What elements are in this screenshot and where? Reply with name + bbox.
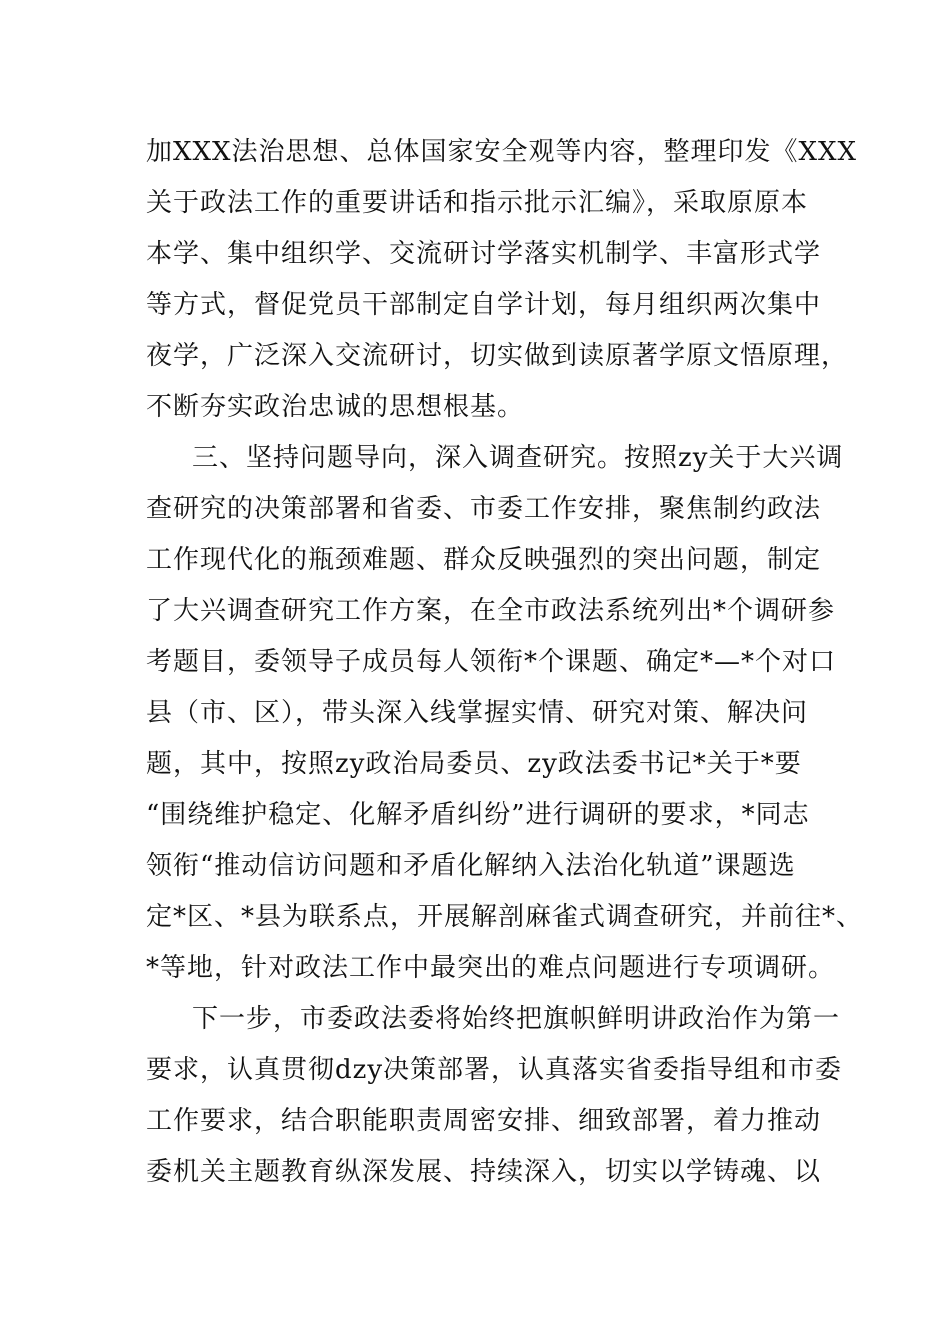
text-line: 等方式，督促党员干部制定自学计划，每月组织两次集中 xyxy=(146,290,822,320)
section-three-heading-line: 三、坚持问题导向，深入调查研究。按照zy关于大兴调 xyxy=(192,443,844,473)
text-line: 题，其中，按照zy政治局委员、zy政法委书记*关于*要 xyxy=(146,749,802,779)
text-line: 查研究的决策部署和省委、市委工作安排，聚焦制约政法 xyxy=(146,494,822,524)
text-line: 不断夯实政治忠诚的思想根基。 xyxy=(146,392,525,422)
text-line: “围绕维护稳定、化解矛盾纠纷”进行调研的要求，*同志 xyxy=(146,800,810,830)
text-line: 加XXX法治思想、总体国家安全观等内容，整理印发《XXX xyxy=(146,137,858,167)
text-line: 关于政法工作的重要讲话和指示批示汇编》，采取原原本 xyxy=(146,188,809,218)
text-line: 定*区、*县为联系点，开展解剖麻雀式调查研究，并前往*、 xyxy=(146,902,864,932)
text-line: 县（市、区），带头深入线掌握实情、研究对策、解决问 xyxy=(146,698,809,728)
text-line: 本学、集中组织学、交流研讨学落实机制学、丰富形式学 xyxy=(146,239,822,269)
text-line: 委机关主题教育纵深发展、持续深入，切实以学铸魂、以 xyxy=(146,1157,822,1187)
text-line: *等地，针对政法工作中最突出的难点问题进行专项调研。 xyxy=(146,953,836,983)
text-line: 领衔“推动信访问题和矛盾化解纳入法治化轨道”课题选 xyxy=(146,851,796,881)
text-line: 工作要求，结合职能职责周密安排、细致部署，着力推动 xyxy=(146,1106,822,1136)
text-line: 考题目，委领导子成员每人领衔*个课题、确定*—*个对口 xyxy=(146,647,837,677)
text-line: 夜学，广泛深入交流研讨，切实做到读原著学原文悟原理， xyxy=(146,341,849,371)
text-line: 工作现代化的瓶颈难题、群众反映强烈的突出问题，制定 xyxy=(146,545,822,575)
text-line: 要求，认真贯彻dzy决策部署，认真落实省委指导组和市委 xyxy=(146,1055,843,1085)
next-steps-paragraph-start: 下一步，市委政法委将始终把旗帜鲜明讲政治作为第一 xyxy=(192,1004,841,1034)
text-line: 了大兴调查研究工作方案，在全市政法系统列出*个调研参 xyxy=(146,596,836,626)
document-body xyxy=(146,127,864,1198)
